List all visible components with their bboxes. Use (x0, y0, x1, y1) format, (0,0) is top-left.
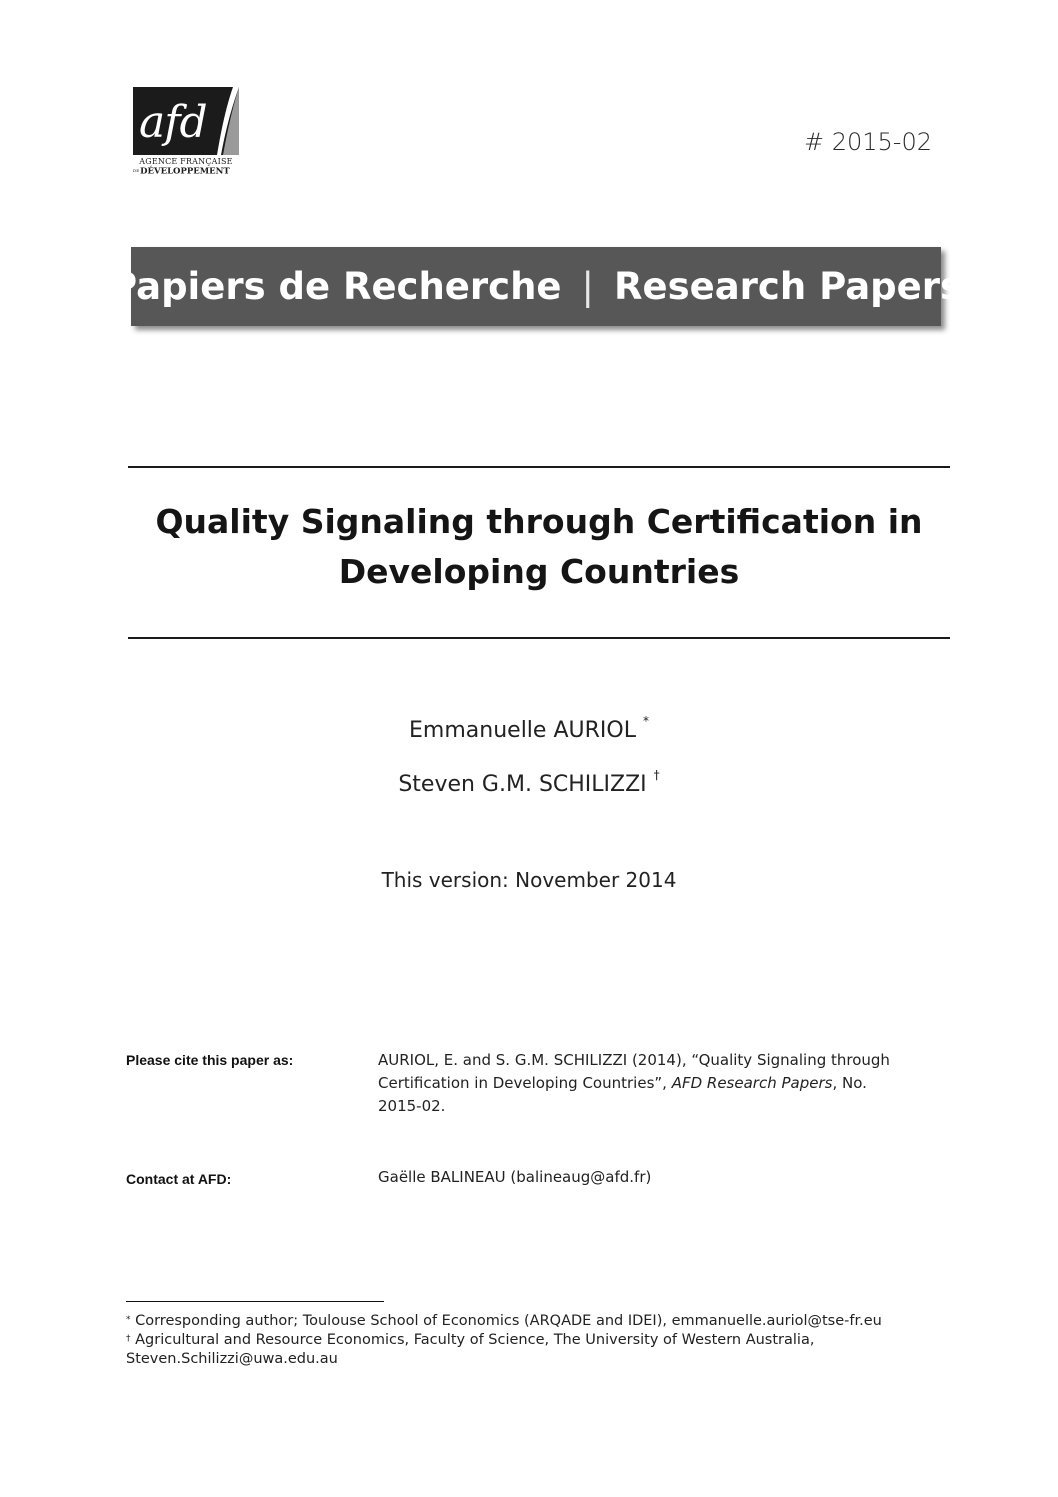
logo-line-1: AGENCE FRANÇAISE (139, 157, 233, 166)
logo-line-2-prefix: DE (133, 168, 140, 173)
author-2-mark: † (653, 768, 660, 782)
cite-text (378, 1049, 898, 1118)
version-date: This version: November 2014 (381, 868, 677, 892)
author-2 (128, 768, 930, 797)
author-1-name: Emmanuelle AURIOL (409, 718, 636, 743)
footnote-2-mark: † (126, 1334, 131, 1344)
logo-letters: afd (139, 97, 207, 148)
footnotes (126, 1312, 946, 1369)
banner-french-title: Papiers de Recherche (109, 265, 562, 308)
paper-number: # 2015-02 (803, 128, 932, 156)
logo-line-2 (133, 166, 239, 177)
author-1 (128, 714, 930, 743)
contact-text: Gaëlle BALINEAU (balineaug@afd.fr) (378, 1168, 652, 1186)
author-1-mark: * (642, 714, 649, 728)
paper-title: Quality Signaling through Certification in Developing Countries (155, 502, 923, 591)
footnote-1 (126, 1312, 946, 1331)
footnote-1-mark: * (126, 1315, 131, 1325)
banner-english-title: Research Papers (614, 265, 963, 308)
contact-label: Contact at AFD: (126, 1171, 232, 1187)
footnote-1-text: Corresponding author; Toulouse School of Economics (ARQADE and IDEI), emmanuelle.auriol@tse-fr.eu (130, 1313, 882, 1329)
cite-label: Please cite this paper as: (126, 1052, 294, 1068)
title-rule-top (128, 466, 950, 468)
title-rule-bottom (128, 637, 950, 639)
banner-separator: | (581, 265, 594, 308)
afd-logo (133, 87, 239, 177)
footnote-rule (126, 1301, 384, 1302)
cite-text-series: AFD Research Papers (671, 1074, 833, 1092)
author-2-name: Steven G.M. SCHILIZZI (398, 772, 647, 797)
footnote-2 (126, 1331, 946, 1369)
logo-mark (133, 87, 239, 155)
logo-line-2-text: DÉVELOPPEMENT (140, 166, 230, 177)
cite-text-main: AURIOL, E. and S. G.M. SCHILIZZI (2014), “Quality Signaling through Certification in Developing Countries”, (378, 1051, 890, 1092)
logo-swoosh-icon (199, 87, 239, 155)
series-banner (109, 247, 963, 326)
cite-text-number: , No. 2015-02. (378, 1074, 867, 1115)
footnote-2-text: Agricultural and Resource Economics, Faculty of Science, The University of Western Australia, Steven.Schilizzi@uwa.edu.au (126, 1332, 815, 1367)
